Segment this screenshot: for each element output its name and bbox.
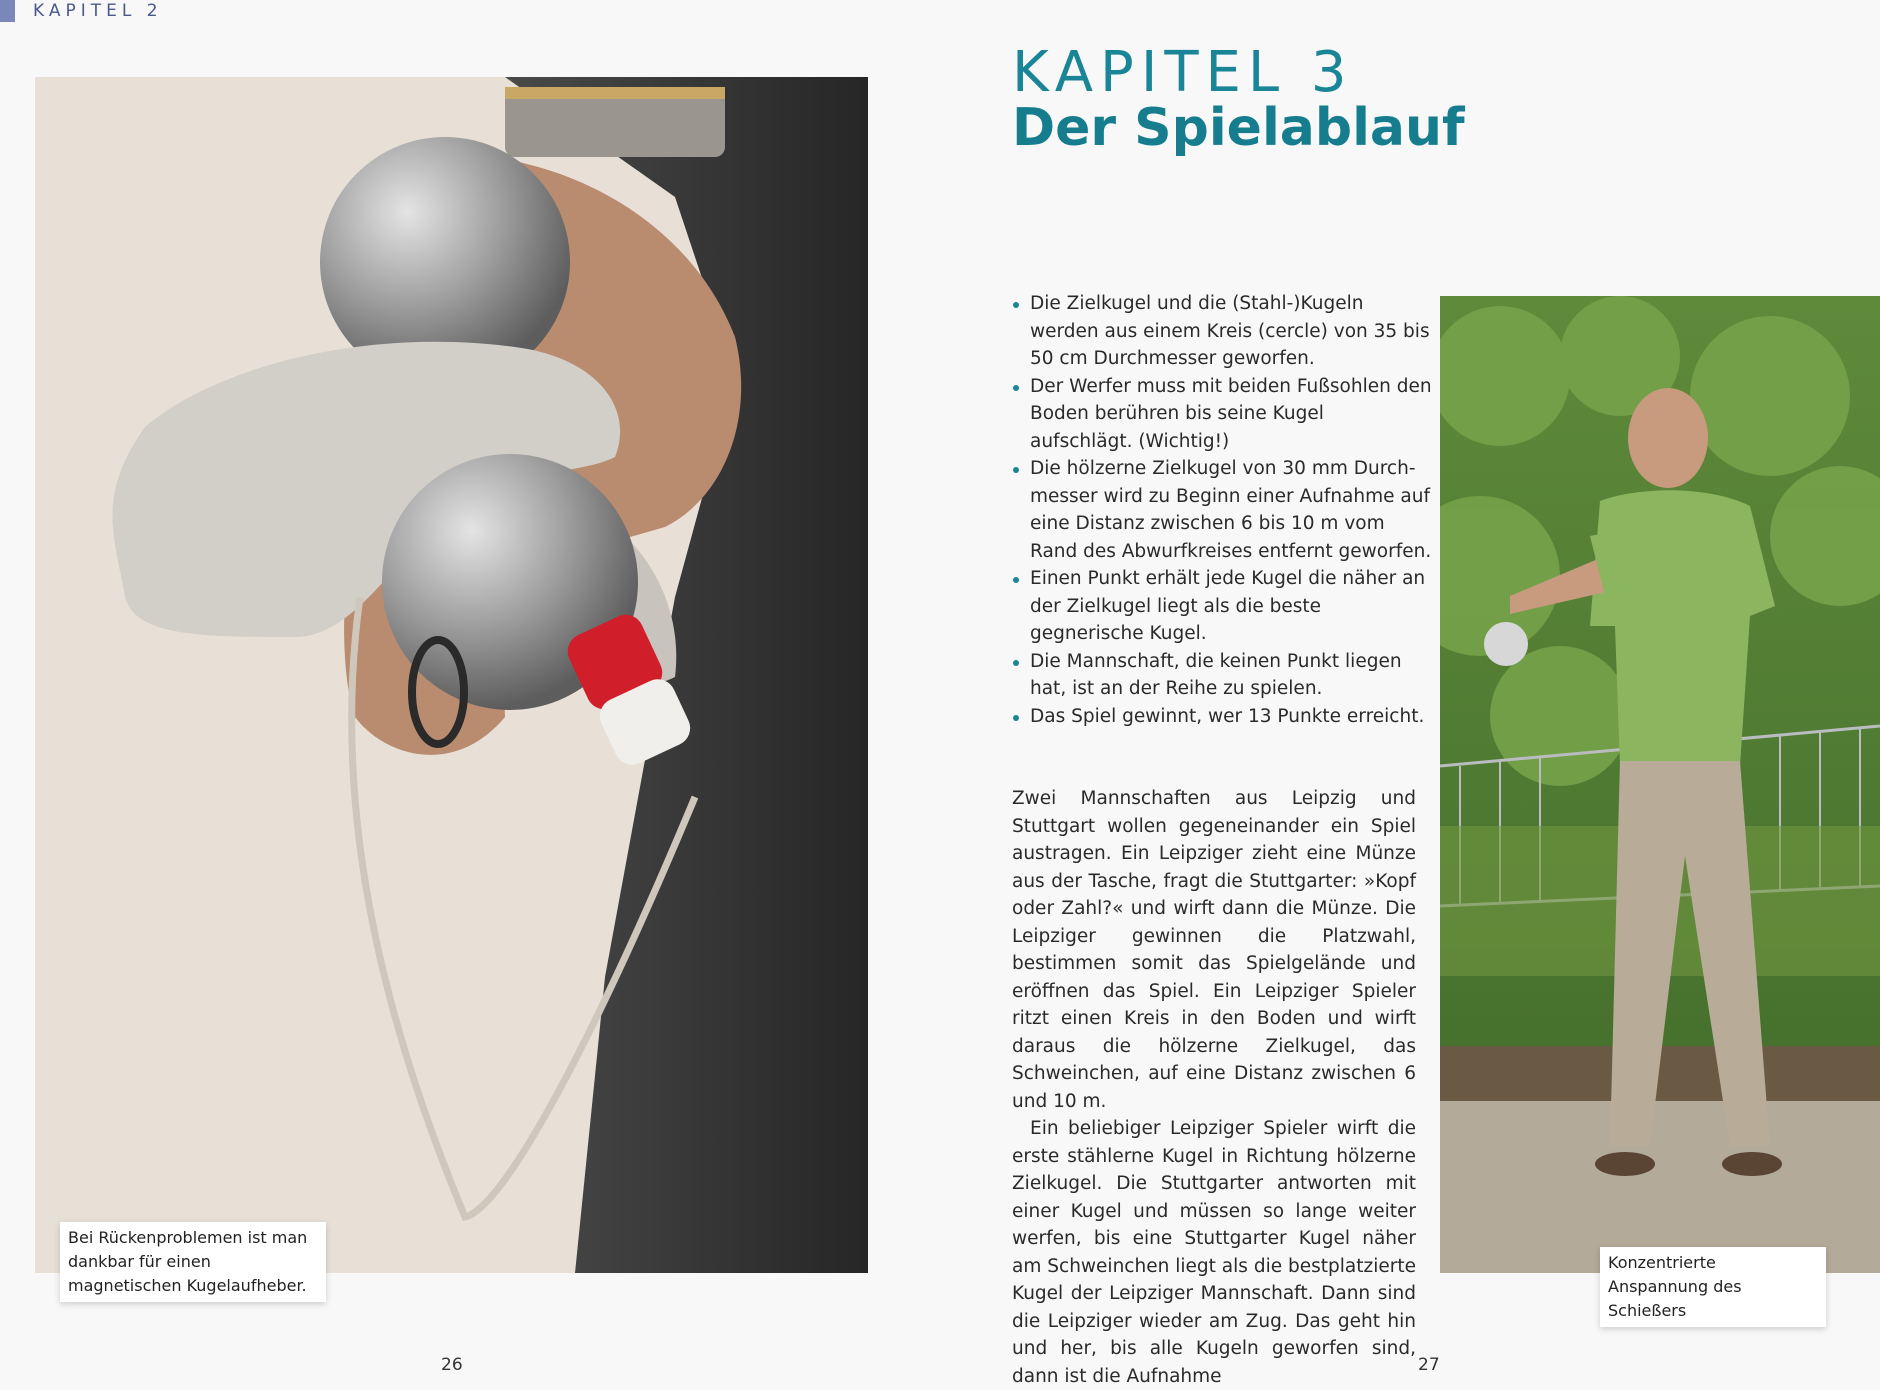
chapter-kicker: KAPITEL 3 bbox=[1012, 40, 1354, 105]
body-paragraph: Zwei Mannschaften aus Leipzig und Stuttgart wollen gegeneinander ein Spiel austragen. Ein Leipziger zieht eine Münze aus der Tasche, fragt die Stuttgarter: »Kopf oder Zahl?« und wirft dann die Münze. Die Leipziger gewinnen die Platzwahl, bestimmen somit das Spielgelände und eröffnen das Spiel. Ein Leipziger Spieler ritzt einen Kreis in den Boden und wirft daraus die hölzerne Zielkugel, das Schweinchen, auf eine Distanz zwischen 6 und 10 m. bbox=[1012, 788, 1416, 1112]
photo-boules-hand-illustration bbox=[35, 77, 868, 1273]
rules-list-item: Der Werfer muss mit beiden Fußsohlen den Boden berühren bis seine Kugel aufschlägt. (Wichtig!) bbox=[1012, 373, 1432, 456]
rules-list-item: Einen Punkt erhält jede Kugel die näher an der Zielkugel liegt als die beste gegnerische Kugel. bbox=[1012, 565, 1432, 648]
running-head-label: KAPITEL 2 bbox=[33, 1, 163, 21]
page-number-left: 26 bbox=[441, 1355, 463, 1375]
rules-list-item: Die Mannschaft, die keinen Punkt liegen hat, ist an der Reihe zu spielen. bbox=[1012, 648, 1432, 703]
body-paragraph: Ein beliebiger Leipziger Spieler wirft die erste stählerne Kugel in Richtung hölzerne Zielkugel. Die Stuttgarter antworten mit einer Kugel und müssen so lange weiter werfen, bis eine Stuttgarter Kugel näher am Schweinchen liegt als die bestplatzierte Kugel der Leipziger Mannschaft. Dann sind die Leipziger wieder am Zug. Das geht hin und her, bis alle Kugeln geworfen sind, dann ist die Aufnahme bbox=[1012, 1118, 1416, 1387]
rules-list-item: Die hölzerne Zielkugel von 30 mm Durchmesser wird zu Beginn einer Aufnahme auf eine Distanz zwischen 6 bis 10 m vom Rand des Abwurfkreises entfernt geworfen. bbox=[1012, 455, 1432, 565]
rules-list-item: Das Spiel gewinnt, wer 13 Punkte erreicht. bbox=[1012, 703, 1432, 731]
caption-right: Konzentrierte Anspannung des Schießers bbox=[1600, 1247, 1826, 1327]
photo-player-throwing-illustration bbox=[1440, 296, 1880, 1273]
body-text bbox=[1012, 785, 1416, 1390]
photo-player-throwing bbox=[1440, 296, 1880, 1273]
rules-list bbox=[1012, 290, 1432, 730]
page-number-right: 27 bbox=[1418, 1355, 1440, 1375]
running-head-bar bbox=[0, 0, 15, 22]
chapter-title: Der Spielablauf bbox=[1012, 98, 1465, 158]
caption-left: Bei Rückenproblemen ist man dankbar für einen magnetischen Kugelaufheber. bbox=[60, 1222, 326, 1302]
running-head bbox=[0, 0, 163, 22]
rules-list-item: Die Zielkugel und die (Stahl-)Kugeln werden aus einem Kreis (cercle) von 35 bis 50 cm Durchmesser geworfen. bbox=[1012, 290, 1432, 373]
photo-boules-hand bbox=[35, 77, 868, 1273]
